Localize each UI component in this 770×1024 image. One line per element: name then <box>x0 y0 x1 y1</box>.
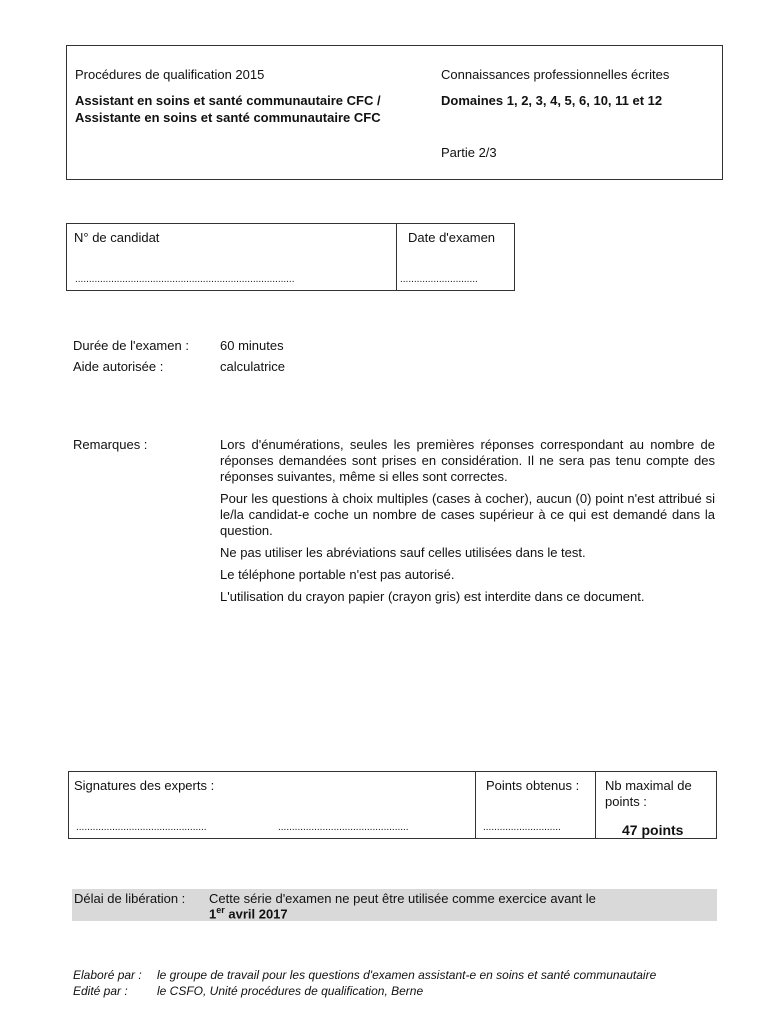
exam-part: Partie 2/3 <box>441 145 497 160</box>
points-obtained-label: Points obtenus : <box>486 778 580 793</box>
made-by-label: Elaboré par : <box>73 968 142 982</box>
remark-paragraph: Le téléphone portable n'est pas autorisé. <box>220 567 455 582</box>
remarks-label: Remarques : <box>73 437 148 452</box>
duration-label: Durée de l'examen : <box>73 338 189 353</box>
release-date-rest: avril 2017 <box>224 906 288 922</box>
release-date-day: 1 <box>209 906 217 922</box>
expert-signature-field-1[interactable]: ............................................... <box>76 822 207 833</box>
release-band <box>72 889 717 921</box>
profession-title-line1: Assistant en soins et santé communautaire CFC / <box>75 93 381 108</box>
max-points-label: Nb maximal de points : <box>605 778 692 809</box>
remark-paragraph: L'utilisation du crayon papier (crayon gris) est interdite dans ce document. <box>220 589 645 604</box>
aid-label: Aide autorisée : <box>73 359 164 374</box>
candidate-box <box>66 223 515 291</box>
edited-by-label: Edité par : <box>73 984 128 998</box>
remark-paragraph: Ne pas utiliser les abréviations sauf celles utilisées dans le test. <box>220 545 586 560</box>
release-date-ordinal: er <box>216 905 225 915</box>
aid-value: calculatrice <box>220 359 286 374</box>
exam-subject: Connaissances professionnelles écrites <box>441 67 670 82</box>
candidate-number-label: N° de candidat <box>74 230 160 245</box>
edited-by-value: le CSFO, Unité procédures de qualification, Berne <box>157 984 424 998</box>
header-box <box>66 45 723 180</box>
remark-paragraph: Lors d'énumérations, seules les premières réponses correspondant au nombre de réponses demandées sont prises en considération. Il ne sera pas tenu compte des réponses suivantes, même si elles sont correctes. <box>220 437 715 484</box>
signatures-divider-1 <box>475 772 476 838</box>
candidate-number-field[interactable]: ............................................................................... <box>75 274 295 285</box>
exam-date-label: Date d'examen <box>408 230 496 245</box>
remarks-list <box>220 437 715 611</box>
qualification-year: Procédures de qualification 2015 <box>75 67 265 82</box>
max-points-value: 47 points <box>622 822 684 838</box>
candidate-divider <box>396 224 397 290</box>
duration-value: 60 minutes <box>220 338 284 353</box>
release-label: Délai de libération : <box>74 891 186 906</box>
experts-signature-label: Signatures des experts : <box>74 778 215 793</box>
release-text: Cette série d'examen ne peut être utilisée comme exercice avant le <box>209 891 596 906</box>
exam-date-field[interactable]: ............................ <box>400 274 478 285</box>
profession-title-line2: Assistante en soins et santé communautaire CFC <box>75 110 381 125</box>
exam-domains: Domaines 1, 2, 3, 4, 5, 6, 10, 11 et 12 <box>441 93 663 108</box>
release-date <box>209 905 288 921</box>
signatures-box <box>68 771 717 839</box>
signatures-divider-2 <box>595 772 596 838</box>
remark-paragraph: Pour les questions à choix multiples (cases à cocher), aucun (0) point n'est attribué si le/la candidat-e coche un nombre de cases supérieur à ce qui est demandé dans la question. <box>220 491 715 538</box>
made-by-value: le groupe de travail pour les questions d'examen assistant-e en soins et santé communautaire <box>157 968 657 982</box>
expert-signature-field-2[interactable]: ............................................... <box>278 822 409 833</box>
points-obtained-field[interactable]: ............................ <box>483 822 561 833</box>
